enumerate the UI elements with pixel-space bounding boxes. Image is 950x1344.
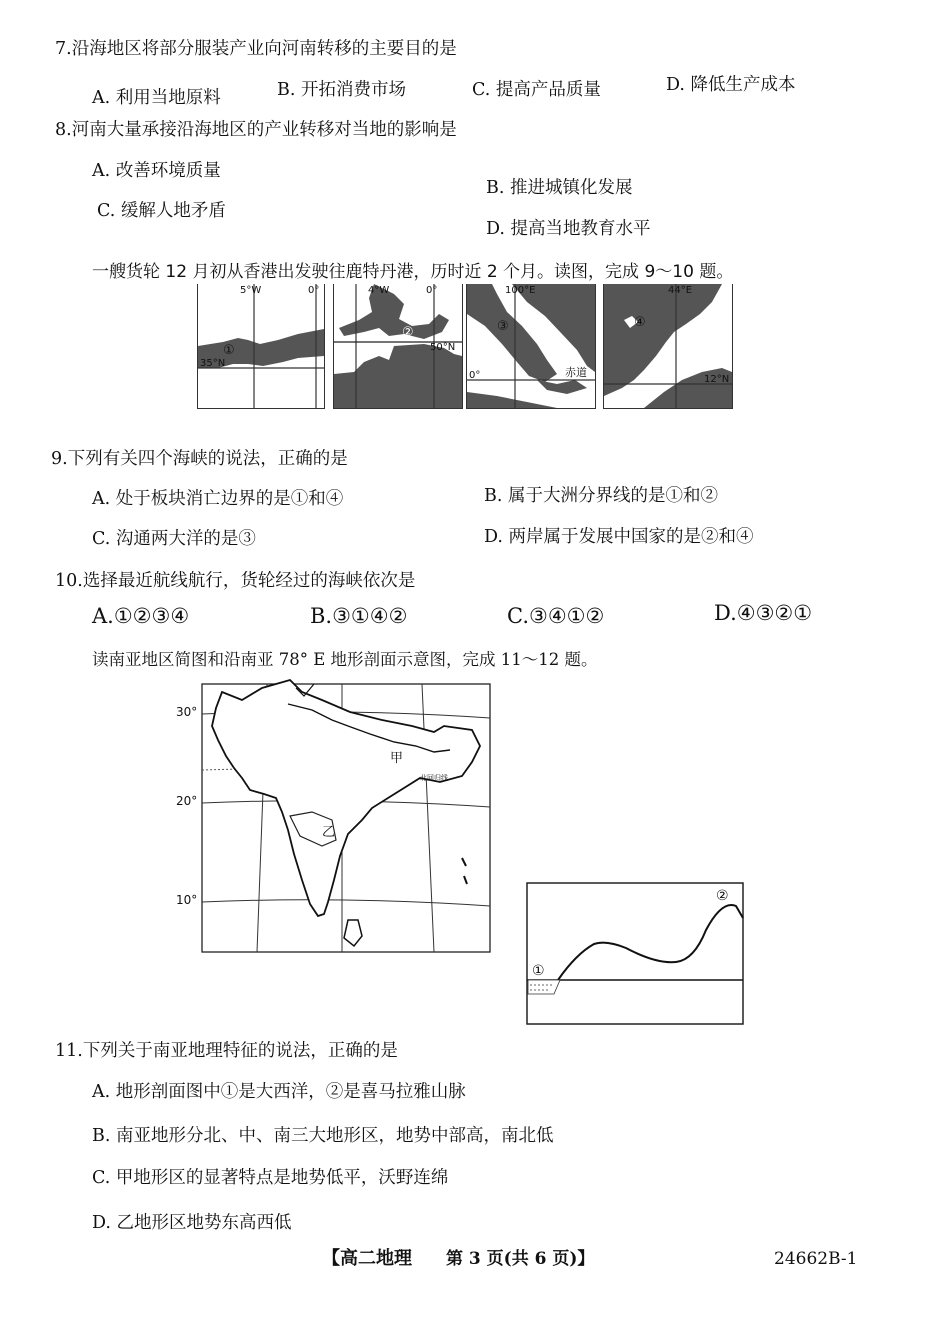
- q7-stem: 7.沿海地区将部分服装产业向河南转移的主要目的是: [55, 39, 457, 59]
- map2-lat-label: 50°N: [430, 342, 456, 353]
- q9-option-b[interactable]: B. 属于大洲分界线的是①和②: [484, 486, 718, 506]
- q10-option-d[interactable]: D.④③②①: [714, 601, 813, 625]
- q8-option-d[interactable]: D. 提高当地教育水平: [486, 219, 651, 239]
- south-asia-map: [172, 670, 492, 955]
- tropic-label: 北回归线: [420, 774, 448, 782]
- map2-lon-label: 4°W: [368, 285, 390, 296]
- strait-map-1: [197, 284, 325, 409]
- terrain-profile: [526, 882, 744, 1025]
- footer-title: 【高二地理: [322, 1248, 412, 1269]
- map1-lon2-label: 0°: [308, 285, 320, 296]
- footer-code: 24662B-1: [774, 1249, 858, 1269]
- lat-label-30: 30°: [176, 705, 198, 719]
- region-yi-label: 乙: [322, 825, 336, 840]
- q11-option-c[interactable]: C. 甲地形区的显著特点是地势低平，沃野连绵: [92, 1168, 449, 1188]
- q8-option-c[interactable]: C. 缓解人地矛盾: [97, 201, 226, 221]
- strait-map-4: [603, 284, 733, 409]
- footer-page: 第 3 页(共 6 页)】: [446, 1249, 595, 1269]
- map4-lon-label: 44°E: [668, 285, 693, 296]
- q11-option-d[interactable]: D. 乙地形区地势东高西低: [92, 1213, 292, 1233]
- map1-marker: ①: [223, 343, 235, 358]
- q8-option-a[interactable]: A. 改善环境质量: [92, 161, 221, 181]
- map2-marker: ②: [402, 325, 414, 340]
- profile-marker-2: ②: [716, 888, 729, 904]
- lat-label-10: 10°: [176, 893, 198, 907]
- q10-option-c[interactable]: C.③④①②: [507, 604, 605, 628]
- map3-equator-label: 赤道: [565, 366, 587, 379]
- q9-option-c[interactable]: C. 沟通两大洋的是③: [92, 529, 256, 549]
- map3-marker: ③: [497, 319, 509, 334]
- map3-lon-label: 100°E: [505, 285, 536, 296]
- q7-option-b[interactable]: B. 开拓消费市场: [277, 80, 406, 100]
- profile-marker-1: ①: [532, 963, 545, 979]
- strait-map-2: [333, 284, 463, 409]
- q11-option-a[interactable]: A. 地形剖面图中①是大西洋，②是喜马拉雅山脉: [92, 1082, 466, 1102]
- map4-marker: ④: [634, 315, 646, 330]
- intro-11-12: 读南亚地区简图和沿南亚 78° E 地形剖面示意图，完成 11～12 题。: [92, 650, 598, 669]
- q10-option-a[interactable]: A.①②③④: [92, 604, 190, 628]
- q9-option-d[interactable]: D. 两岸属于发展中国家的是②和④: [484, 527, 754, 547]
- map1-lon-label: 5°W: [240, 285, 262, 296]
- map2-lon2-label: 0°: [426, 285, 438, 296]
- q9-option-a[interactable]: A. 处于板块消亡边界的是①和④: [92, 489, 344, 509]
- intro-9-10: 一艘货轮 12 月初从香港出发驶往鹿特丹港，历时近 2 个月。读图，完成 9～10 题。: [92, 262, 734, 282]
- map1-lat-label: 35°N: [200, 358, 226, 369]
- region-jia-label: 甲: [390, 751, 404, 766]
- q7-option-c[interactable]: C. 提高产品质量: [472, 80, 601, 100]
- q8-option-b[interactable]: B. 推进城镇化发展: [486, 178, 633, 198]
- q8-stem: 8.河南大量承接沿海地区的产业转移对当地的影响是: [55, 120, 457, 140]
- q10-option-b[interactable]: B.③①④②: [310, 604, 408, 628]
- strait-map-3: [466, 284, 596, 409]
- q11-option-b[interactable]: B. 南亚地形分北、中、南三大地形区，地势中部高，南北低: [92, 1126, 554, 1146]
- q11-stem: 11.下列关于南亚地理特征的说法，正确的是: [55, 1041, 398, 1061]
- q10-stem: 10.选择最近航线航行，货轮经过的海峡依次是: [55, 571, 416, 591]
- lat-label-20: 20°: [176, 794, 198, 808]
- map4-lat-label: 12°N: [704, 374, 730, 385]
- map3-lat-label: 0°: [469, 370, 481, 381]
- q9-stem: 9.下列有关四个海峡的说法，正确的是: [51, 449, 348, 469]
- q7-option-d[interactable]: D. 降低生产成本: [666, 75, 796, 95]
- q7-option-a[interactable]: A. 利用当地原料: [92, 88, 221, 108]
